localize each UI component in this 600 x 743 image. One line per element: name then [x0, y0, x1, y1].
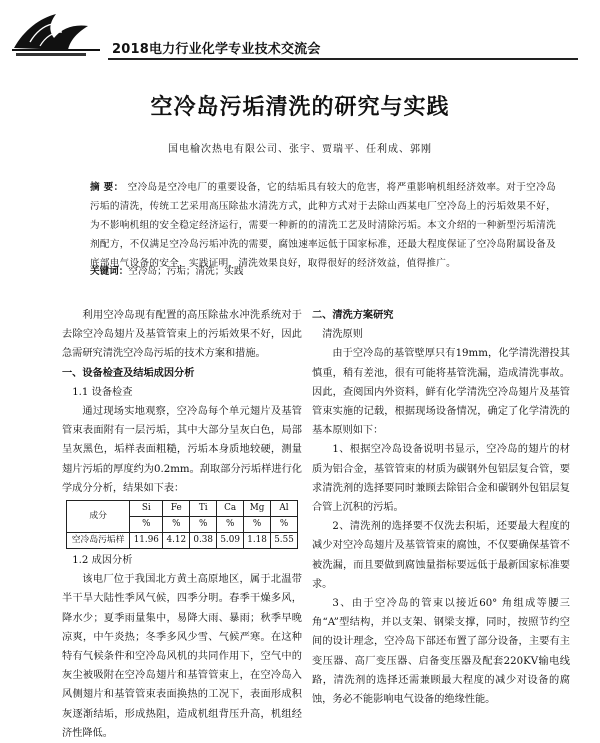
abstract-text: 空冷岛是空冷电厂的重要设备，它的结垢具有较大的危害，将严重影响机组经济效率。对于空冷岛污垢的清洗，传统工艺采用高压除盐水清洗方式，此种方式对于去除山西某电厂空冷岛上的污垢效果不好，为不影响机组的安全稳定经济运行，需要一种新的的清洗工艺及时清除污垢。本文介绍的一种新型污垢清洗剂配方，不仅满足空冷岛污垢冲洗的需要，腐蚀速率远低于国家标准，还最大程度保证了空冷岛附属设备及底部电气设备的安全，实践证明，清洗效果良好，取得很好的经济效益，值得推广。 — [90, 182, 556, 269]
section-2-subheading: 清洗原则 — [322, 329, 363, 341]
table-value-mg: 1.18 — [244, 533, 271, 549]
header-title: 2018电力行业化学专业技术交流会 — [112, 42, 321, 57]
table-element-al: Al — [271, 501, 298, 517]
table-unit: % — [163, 517, 190, 533]
header-rule — [108, 58, 578, 60]
conference-logo-icon — [10, 2, 106, 60]
table-row-header: 成分 — [67, 501, 130, 533]
section-1-2-heading: 1.2 成因分析 — [72, 555, 133, 567]
keywords — [90, 263, 556, 277]
keywords-text: 空冷岛；污垢；清洗；实践 — [128, 266, 244, 277]
table-unit: % — [244, 517, 271, 533]
principle-3: 3、由于空冷岛的管束以接近60° 角组成等腰三角“A”型结构，并以支架、钢梁支撑，同时，按照节约空间的设计理念，空冷岛下部还布置了部分设备，主要有主变压器、高厂变压器、启备变压器及配套220KV输电线路，清洗剂的选择还需兼顾最大程度的减少对设备的腐蚀，务必不能影响电气设备的绝缘性能。 — [312, 598, 570, 706]
table-value-ca: 5.09 — [217, 533, 244, 549]
table-value-si: 11.96 — [130, 533, 163, 549]
keywords-label: 关键词： — [90, 266, 129, 277]
composition-table — [66, 500, 298, 549]
section-2-heading: 二、清洗方案研究 — [312, 310, 394, 321]
table-unit: % — [130, 517, 163, 533]
table-sample-name: 空冷岛污垢样 — [67, 533, 130, 549]
article-authors: 国电榆次热电有限公司、张宇、贾瑞平、任利成、郭刚 — [168, 144, 432, 155]
table-element-ca: Ca — [217, 501, 244, 517]
table-element-ti: Ti — [190, 501, 217, 517]
principle-1: 1、根据空冷岛设备说明书显示，空冷岛的翅片的材质为铝合金，基管管束的材质为碳钢外包铝层复合管，要求清洗剂的选择要同时兼顾去除铝合金和碳钢外包铝层复合管上沉积的污垢。 — [312, 444, 570, 514]
table-unit: % — [217, 517, 244, 533]
page-header — [0, 0, 600, 62]
right-column — [312, 306, 570, 709]
section-2-paragraph: 由于空冷岛的基管壁厚只有19mm，化学清洗潜投其慎重，稍有差池，很有可能将基管洗漏，造成清洗事故。因此，查阅国内外资料，鲜有化学清洗空冷岛翅片及基管管束实施的记载，根据现场设备情况，确定了化学清洗的基本原则如下： — [312, 348, 570, 437]
table-value-ti: 0.38 — [190, 533, 217, 549]
table-element-mg: Mg — [244, 501, 271, 517]
section-1-heading: 一、设备检查及结垢成因分析 — [62, 367, 195, 379]
table-value-al: 5.55 — [271, 533, 298, 549]
table-value-fe: 4.12 — [163, 533, 190, 549]
table-unit: % — [190, 517, 217, 533]
principle-2: 2、清洗剂的选择要不仅洗去积垢，还要最大程度的减少对空冷岛翅片及基管管束的腐蚀，不仅要确保基管不被洗漏，而且要做到腐蚀量指标要远低于最新国家标准要求。 — [312, 521, 570, 590]
table-element-fe: Fe — [163, 501, 190, 517]
section-1-2-paragraph: 该电厂位于我国北方黄土高原地区，属于北温带半干旱大陆性季风气候，四季分明。春季干燥多风，降水少；夏季雨量集中，易降大雨、暴雨；秋季早晚凉爽，中午炎热；冬季多风少雪、气候严寒。在这种特有气候条件和空冷岛风机的共同作用下，空气中的灰尘被吸附在空冷岛翅片和基管管束上，在空冷岛入风侧翅片和基管管束表面换热的工况下，表面形成积灰逐渐结垢，形成热阻，造成机组背压升高，机组经济性降低。 — [62, 574, 302, 739]
article-title: 空冷岛污垢清洗的研究与实践 — [150, 95, 450, 120]
table-element-si: Si — [130, 501, 163, 517]
abstract — [90, 178, 556, 273]
intro-paragraph: 利用空冷岛现有配置的高压除盐水冲洗系统对于去除空冷岛翅片及基管管束上的污垢效果不好，因此急需研究清洗空冷岛污垢的技术方案和措施。 — [62, 310, 302, 360]
table-unit: % — [271, 517, 298, 533]
section-1-1-paragraph: 通过现场实地观察，空冷岛每个单元翅片及基管管束表面附有一层污垢，其中大部分呈灰白色，局部呈灰黑色，垢样表面粗糙，污垢本身质地较硬，测量翅片污垢的厚度约为0.2mm。刮取部分污垢样进行化学成分分析，结果如下表： — [62, 406, 302, 494]
section-1-1-heading: 1.1 设备检查 — [72, 386, 133, 398]
abstract-label: 摘 要： — [90, 182, 124, 193]
left-column — [62, 306, 302, 743]
